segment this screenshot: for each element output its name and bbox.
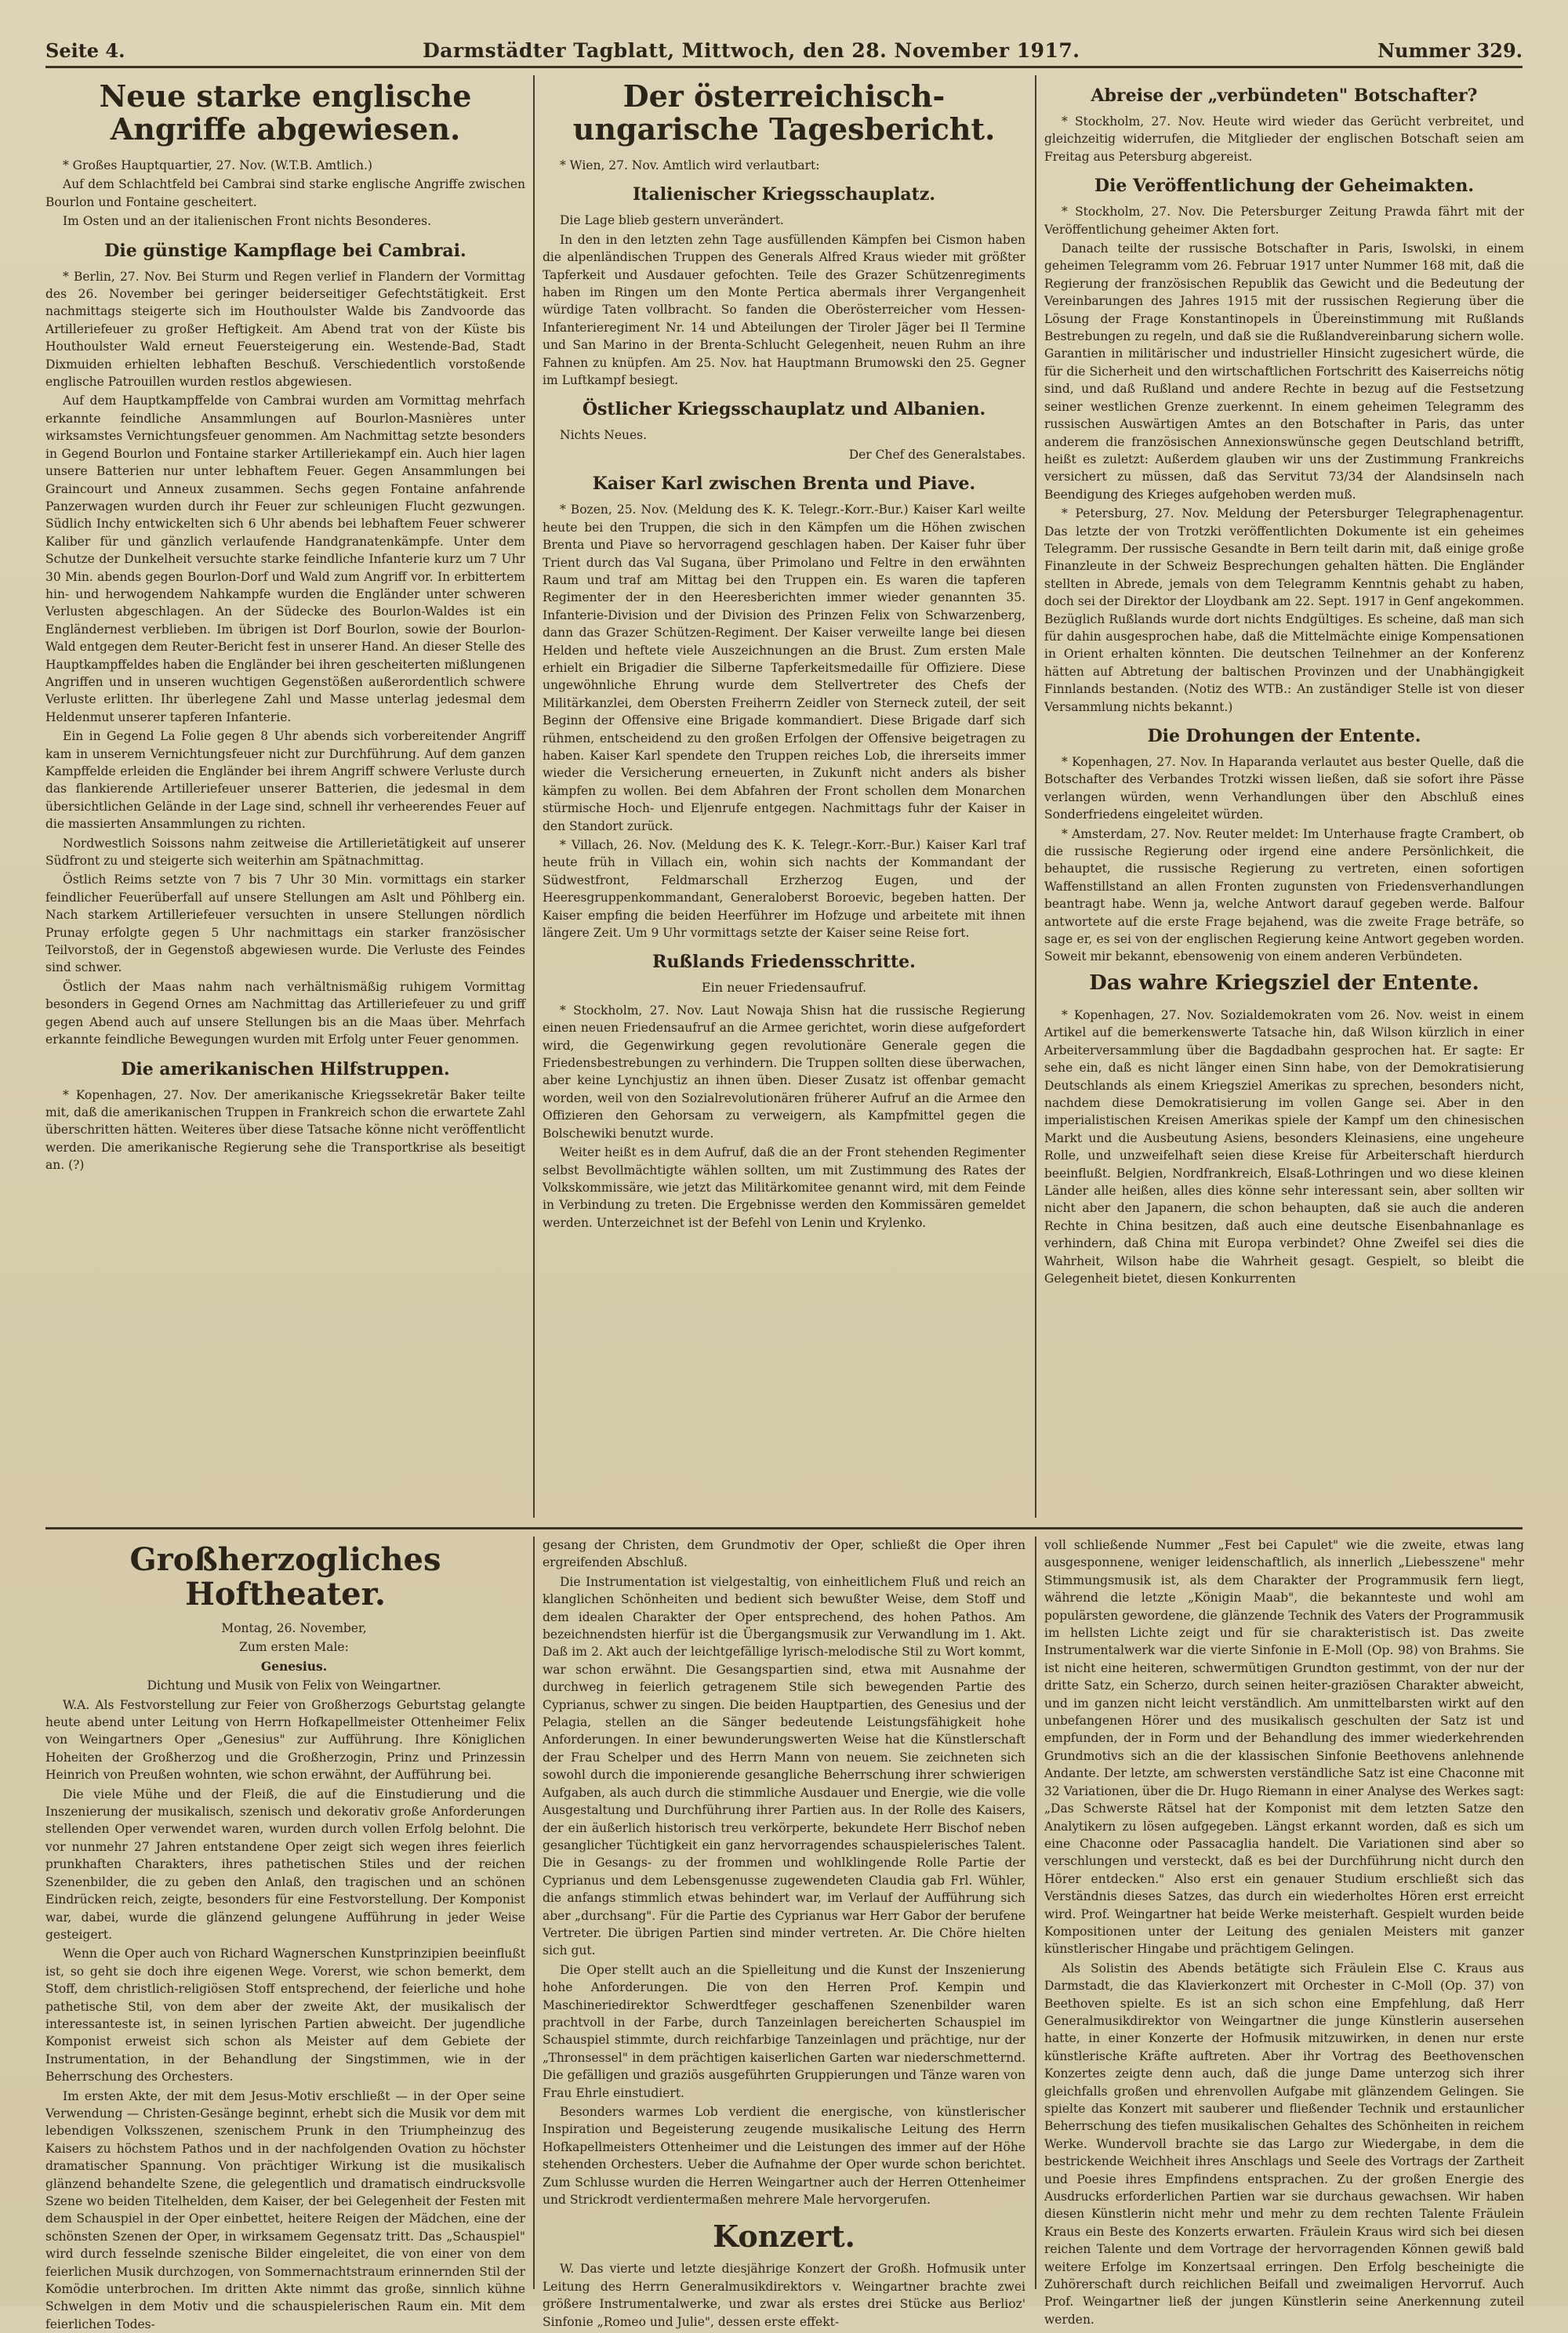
headline-concert: Konzert. [713,2219,855,2255]
paragraph: Weiter heißt es in dem Aufruf, daß die an der Front stehenden Regimenter selbst Bevollmächtigte wählen sollten, um mit Zustimmung des Rates der Volkskommissäre, wie jetzt das Militärkomitee genannt wird, mit dem Feinde in Verbindung zu treten. Die Ergebnisse werden den Kommissären gemeldet werden. Unterzeichnet ist der Befehl von Lenin und Krylenko. [543,1145,1025,1230]
opera-credit: Dichtung und Musik von Felix von Weingartner. [147,1678,441,1693]
paragraph: * Stockholm, 27. Nov. Heute wird wieder das Gerücht verbreitet, und gleichzeitig widerrufen, die Mitglieder der englischen Botschaft seien am Freitag aus Petersburg abgereist. [1044,114,1524,164]
subheading-peace-appeal: Ein neuer Friedensaufruf. [701,980,867,996]
paragraph: gesang der Christen, dem Grundmotiv der Oper, schließt die Oper ihren ergreifenden Abschluß. [543,1538,1025,1570]
dateline: * Wien, 27. Nov. Amtlich wird verlautbart: [560,158,820,172]
column-divider [1035,75,1036,1518]
paragraph: W.A. Als Festvorstellung zur Feier von Großherzogs Geburtstag gelangte heute abend unter Leitung von Herrn Hofkapellmeister Ottenheimer Felix von Weingartners Oper „Genesius" zur Aufführung. Ihre Königlichen Hoheiten der Großherzog und die Großherzogin, Prinz und Prinzessin Heinrich von Preußen wohnten, wie schon erwähnt, der Aufführung bei. [45,1697,525,1783]
paragraph: Im Osten und an der italienischen Front nichts Besonderes. [63,214,432,229]
column-austrian-report [543,75,1025,1518]
paragraph: * Kopenhagen, 27. Nov. Sozialdemokraten vom 26. Nov. weist in einem Artikel auf die bemerkenswerte Tatsache hin, daß Wilson kürzlich in einer Arbeiterversammlung über die Bagdadbahn gesprochen hat. Er sagte: Er sehe ein, daß es nicht länger einen Sinn habe, von der Demokratisierung Deutschlands als einem Kriegsziel Amerikas zu sprechen, besonders nicht, nachdem diese Demokratisierung im vollen Gange sei. Aber in den imperialistischen Kreisen Amerikas spiele der Kampf um den chinesischen Markt und die Ausbeutung Asiens, besonders Kleinasiens, eine ungeheure Rolle, und unzweifelhaft seien diese Kreise für Arbeiterschaft hierdurch beeinflußt. Belgien, Nordfrankreich, Elsaß-Lothringen und wo diese kleinen Länder alle heißen, alles dies könne sehr interessant sein, aber sollten wir nicht aber den Japanern, die schon behaupten, daß sie auch die anderen Rechte in China besitzen, daß auch eine deutsche Eisenbahnanlage es verhindern, daß China mit Europa verbindet? Ohne Zweifel sei dies die Wahrheit, Wilson habe die Wahrheit gesagt. Gespielt, so bleibt die Gelegenheit bietet, diesen Konkurrenten [1044,1007,1524,1286]
column-divider [1035,1537,1036,2289]
paragraph: Die viele Mühe und der Fleiß, die auf die Einstudierung und die Inszenierung der musikalisch, szenisch und dekorativ große Anforderungen stellenden Oper verwendet waren, wurden durch vollen Erfolg belohnt. Die vor nunmehr 27 Jahren entstandene Oper zeigt sich wegen ihres feierlich prunkhaften Charakters, ihres pathetischen Stiles und der reichen Szenenbilder, die zu geben den Anlaß, den tragischen und an schönen Eindrücken reich, zeigte, besonders für eine Festvorstellung. Der Komponist war, dabei, wurde die glänzend gelungene Aufführung in jeder Weise gesteigert. [45,1787,525,1942]
subheading-entente-threats: Die Drohungen der Entente. [1147,726,1421,746]
dateline: * Großes Hauptquartier, 27. Nov. (W.T.B. Amtlich.) [63,158,372,172]
subheading-secret-files: Die Veröffentlichung der Geheimakten. [1094,176,1475,197]
theater-date: Montag, 26. November, [221,1621,367,1635]
paragraph: Wenn die Oper auch von Richard Wagnerschen Kunstprinzipien beeinflußt ist, so geht sie doch ihre eigenen Wege. Vorerst, wie schon bemerkt, dem Stoff, dem christlich-religiösen Stoff entsprechend, der feierliche und hohe pathetische Stil, von dem aber der zweite Akt, der musikalisch der interessanteste ist, in seinen lyrischen Partien abweicht. Der jugendliche Komponist erweist sich schon als Meister auf dem Gebiete der Instrumentation, in der Behandlung der Singstimmen, wie in der Beherrschung des Orchesters. [45,1947,525,2084]
paragraph: Östlich Reims setzte von 7 bis 7 Uhr 30 Min. vormittags ein starker feindlicher Feuerüberfall auf unsere Stellungen am Aslt und Pöhlberg ein. Nach starkem Artilleriefeuer versuchten in unsere Stellungen nördlich Prunay erfolgte gegen 5 Uhr nachmittags ein starker französischer Teilvorstoß, der in Gegenstoß abgewiesen wurde. Die Verluste des Feindes sind schwer. [45,873,525,975]
section-divider [45,1527,1523,1529]
paragraph: Auf dem Schlachtfeld bei Cambrai sind starke englische Angriffe zwischen Bourlon und Fontaine gescheitert. [45,177,525,209]
theater-line: Zum ersten Male: [239,1640,349,1655]
column-divider [533,75,535,1518]
paragraph: In den in den letzten zehn Tage ausfüllenden Kämpfen bei Cismon haben die alpenländischen Truppen des Generals Alfred Kraus wieder mit größter Tapferkeit und Ausdauer gefochten. Teile des Grazer Schützenregiments haben im Ringen um den Monte Pertica abermals ihrer Vergangenheit würdige Taten vollbracht. So fanden die Oberösterreicher vom Hessen-Infanterieregiment Nr. 14 und Abteilungen der Tiroler Jäger bei Il Termine und San Marino in der Brenta-Schlucht Gelegenheit, neuen Ruhm an ihre Fahnen zu knüpfen. Am 25. Nov. hat Hauptmann Brumowski den 25. Gegner im Luftkampf besiegt. [543,232,1025,388]
opera-title: Genesius. [260,1658,328,1674]
paragraph: Die Instrumentation ist vielgestaltig, von einheitlichem Fluß und reich an klanglichen Schönheiten und bedient sich bewußter Weise, dem Stoff und dem idealen Charakter der Oper entsprechend, des hohen Pathos. Am bezeichnendsten hierfür ist die Übergangsmusik zur Verwandlung im 1. Akt. Daß im 2. Akt auch der leichtgefällige lyrisch-melodische Stil zu Wort kommt, war schon erwähnt. Die Gesangspartien sind, etwa mit Ausnahme der durchweg in feierlich getragenem Stile sich bewegenden Partie des Cyprianus, schwer zu singen. Die beiden Hauptpartien, des Genesius und der Pelagia, stellen an die Sänger bedeutende Leistungsfähigkeit hohe Anforderungen. In einer bewunderungswerten Weise hat die Künstlerschaft der Frau Schelper und des Herrn Mann von neuem. Sie zeichneten sich sowohl durch die imponierende gesangliche Beherrschung ihrer schwierigen Aufgaben, als auch durch die stimmliche Ausdauer und Energie, wie die volle Ausgestaltung und Durchführung ihrer Partien aus. In der Rolle des Kaisers, der ein äußerlich historisch treu verkörperte, bekundete Herr Bischof neben gesanglicher Tüchtigkeit ein ganz hervorragendes schauspielerisches Talent. Die in Gesangs- zu der frommen und wohlklingende Rolle Partie der Cyprianus und dem Lebensgenusse zugewendeten Claudia gab Frl. Wühler, die anfangs stimmlich etwas behindert war, im Verlauf der Aufführung sich aber „durchsang". Für die Partie des Cyprianus war Herr Gabor der berufene Vertreter. Die übrigen Partien sind minder vertreten. Ar. Die Chöre hielten sich gut. [543,1574,1025,1958]
paragraph: * Stockholm, 27. Nov. Laut Nowaja Shisn hat die russische Regierung einen neuen Friedensaufruf an die Armee gerichtet, worin diese aufgefordert wird, die Gegenwirkung gegen revolutionäre Generale gegen die Friedensbestrebungen zu verhindern. Die Truppen sollten diese überwachen, aber keine Lynchjustiz an ihnen üben. Dieser Zusatz ist offenbar gemacht worden, weil von den Sozialrevolutionären früherer Aufruf an die Armee den Offizieren den Gehorsam zu verweigern, als Kampfmittel gegen die Bolschewiki benutzt wurde. [543,1003,1025,1141]
paragraph: W. Das vierte und letzte diesjährige Konzert der Großh. Hofmusik unter Leitung des Herrn Generalmusikdirektors v. Weingartner brachte zwei größere Instrumentalwerke, und zwar als erstes drei Stücke aus Berlioz' Sinfonie „Romeo und Julie", dessen erste effekt- [543,2262,1025,2329]
column-divider [533,1537,535,2289]
paragraph: Die Lage blieb gestern unverändert. [560,213,784,228]
column-russia-documents [1044,75,1524,1518]
paragraph: * Bozen, 25. Nov. (Meldung des K. K. Telegr.-Korr.-Bur.) Kaiser Karl weilte heute bei den Truppen, die sich in den Kämpfen um die Höhen zwischen Brenta und Piave so hervorragend geschlagen haben. Der Kaiser fuhr über Trient durch das Val Sugana, über Primolano und Feltre in den erwähnten Raum und traf am Mittag bei den Truppen ein. Es waren die tapferen Regimenter der in den Heeresberichten immer wieder genannten 35. Infanterie-Division und der Division des Prinzen Felix von Schwarzenberg, dann das Grazer Schützen-Regiment. Der Kaiser verweilte lange bei diesen Helden und heftete viele Auszeichnungen an die Brust. Zum ersten Male erhielt ein Brigadier die Silberne Tapferkeitsmedaille für Offiziere. Diese ungewöhnliche Ehrung wurde dem Stellvertreter des Chefs der Militärkanzlei, dem Obersten Freiherrn Zeidler von Sterneck zuteil, der seit Beginn der Offensive eine Brigade kommandiert. Diese Brigade darf sich rühmen, entscheidend zu den großen Erfolgen der Offensive beigetragen zu haben. Kaiser Karl spendete den Truppen reiches Lob, die ihrerseits immer wieder die Versicherung erneuerten, in Zukunft nicht anders als bisher kämpfen zu wollen. Bei dem Abfahren der Front schollen dem Monarchen stürmische Hoch- und Eljenrufe entgegen. Nachmittags fuhr der Kaiser in den Standort zurück. [543,503,1025,833]
subheading-cambrai: Die günstige Kampflage bei Cambrai. [104,240,466,261]
issue-number: Nummer 329. [1377,38,1523,62]
paragraph: * Amsterdam, 27. Nov. Reuter meldet: Im Unterhause fragte Crambert, ob die russische Regierung oder irgend eine andere Persönlichkeit, die behauptet, die russische Regierung zu vertreten, einen sofortigen Waffenstillstand an allen Fronten zugunsten von Friedensverhandlungen beantragt habe. Wenn ja, welche Antwort darauf gegeben werde. Balfour antwortete auf die erste Frage bejahend, was die zweite Frage beträfe, so sage er, es sei von der englischen Regierung keine Antwort gegeben worden. Soweit mir bekannt, ebensowenig von einem anderen Verbündeten. [1044,826,1524,964]
column-concert-review [1044,1537,1524,2327]
column-war-report [45,75,525,1518]
paragraph: Nordwestlich Soissons nahm zeitweise die Artillerietätigkeit auf unserer Südfront zu und steigerte sich weiterhin am Spätnachmittag. [45,836,525,869]
paragraph: Östlich der Maas nahm nach verhältnismäßig ruhigem Vormittag besonders in Gegend Ornes am Nachmittag das Artilleriefeuer zu und griff gegen Abend auch auf unsere Stellungen bis an die Maas über. Mehrfach erkannte feindliche Bewegungen wurden mit Erfolg unter Feuer genommen. [45,979,525,1047]
signature: Der Chef des Generalstabes. [848,447,1025,462]
paragraph: Besonders warmes Lob verdient die energische, von künstlerischer Inspiration und Begeisterung zeugende musikalische Leitung des Herrn Hofkapellmeisters Ottenheimer und die Leistungen des immer auf der Höhe stehenden Orchesters. Ueber die Aufnahme der Oper wurde schon berichtet. Zum Schlusse wurden die Herren Weingartner auch der Herren Ottenheimer und Strickrodt verdientermaßen mehrere Male hervorgerufen. [543,2105,1025,2208]
subheading-eastern-front: Östlicher Kriegsschauplatz und Albanien. [582,399,986,420]
paragraph: * Kopenhagen, 27. Nov. Der amerikanische Kriegssekretär Baker teilte mit, daß die amerikanischen Truppen in Frankreich schon die erwartete Zahl überschritten hätten. Weiteres über diese Tatsache könne nicht veröffentlicht werden. Die amerikanische Regierung sehe die Transportkrise als beseitigt an. (?) [45,1087,525,1173]
headline-austrian-report: Der österreichisch-ungarische Tagesbericht. [572,78,996,147]
paragraph: * Villach, 26. Nov. (Meldung des K. K. Telegr.-Korr.-Bur.) Kaiser Karl traf heute früh in Villach ein, wohin sich nachts der Kommandant der Südwestfront, Feldmarschall Erzherzog Eugen, und der Heeresgruppenkommandant, Generaloberst Boroevic, begeben hatten. Der Kaiser empfing die beiden Heerführer im Hofzuge und arbeitete mit ihnen längere Zeit. Um 9 Uhr vormittags setzte der Kaiser seine Reise fort. [543,838,1025,941]
subheading-ambassadors: Abreise der „verbündeten" Botschafter? [1091,85,1478,106]
paragraph: Als Solistin des Abends betätigte sich Fräulein Else C. Kraus aus Darmstadt, die das Klavierkonzert mit Orchester in C-Moll (Op. 37) von Beethoven spielte. Es ist an sich schon eine Empfehlung, daß Herr Generalmusikdirektor von Weingartner die junge Künstlerin ausersehen hatte, in einer Konzerte der Hofmusik mitzuwirken, in denen nur erste künstlerische Kräfte auftreten. Aber ihr Vortrag des Beethovenschen Konzertes zeigte denn auch, daß die junge Dame unterzog sich ihrer gleichfalls großen und ehrenvollen Aufgabe mit glänzendem Gelingen. Sie spielte das Konzert mit sauberer und fließender Technik und erstaunlicher Beherrschung des tiefen musikalischen Gehaltes des Schönheiten in reichem Werke. Wundervoll brachte sie das Largo zur Wiedergabe, in dem die bestrickende Weichheit ihres Anschlags und Seele des Vortrags der Zartheit und Poesie ihres Empfindens entsprachen. Zu der großen Energie des Ausdrucks erforderlichen Partien war sie durchaus gewachsen. Wir haben diesen Künstlerin nicht mehr und mehr zu dem rechten Talente Fräulein Kraus ein Beste des Konzerts erwarten. Fräulein Kraus wird sich bei diesen reichen Talente und dem Vortrage der hervorragenden Können gewiß bald weitere Erfolge im Konzertsaal erringen. Den Erfolg bescheinigte die Zuhörerschaft durch reichlichen Beifall und zweimaligen Hervorruf. Auch Prof. Weingartner ließ der jungen Künstlerin seine Anerkennung zuteil werden. [1044,1961,1524,2327]
theater-title: Großherzogliches Hoftheater. [129,1541,441,1613]
paragraph: Im ersten Akte, der mit dem Jesus-Motiv erschließt — in der Oper seine Verwendung — Christen-Gesänge beginnt, erhebt sich die Musik vor dem mit lebendigen Volksszenen, szenischem Prunk in den Triumpheinzug des Kaisers zu höchstem Pathos und in der nachfolgenden Ovation zu höchster dramatischer Spannung. Von prächtiger Wirkung ist die musikalisch glänzend behandelte Szene, die gelegentlich und dramatisch eindrucksvolle Szene wo beiden Titelhelden, dem Kaiser, der bei Gelegenheit der Festen mit dem Schauspiel in der Oper einbettet, heitere Reigen der Mädchen, eine der schönsten Szenen der Oper, in wirksamem Gegensatz tritt. Das „Schauspiel" wird durch fesselnde szenische Bilder eingeleitet, die von einer von dem feierlichen Musik durchzogen, von Sommernachtstraum erinnernden Stil der Komödie unterbrochen. Im dritten Akte nimmt das große, sinnlich kühne Schwelgen in dem Motiv und die schauspielerischen Raum ein. Mit dem feierlichen Todes- [45,2088,525,2331]
column-theater-review-continued [543,1537,1025,2329]
column-theater-review [45,1537,525,2331]
paragraph: Die Oper stellt auch an die Spielleitung und die Kunst der Inszenierung hohe Anforderungen. Die von den Herren Prof. Kempin und Maschineriedirektor Schwerdtfeger geschaffenen Szenenbilder waren prachtvoll in der Farbe, durch Tanzeinlagen bereicherten Schauspiel im Schauspiel stimmte, durch reichfarbige Tanzeinlagen und prächtige, nur der „Thronsessel" in dem prächtigen kaiserlichen Garten war niederschmetternd. Die gefälligen und graziös ausgeführten Gruppierungen und Tänze waren von Frau Ehrle einstudiert. [543,1962,1025,2100]
page-header [45,34,1523,68]
paragraph: * Petersburg, 27. Nov. Meldung der Petersburger Telegraphenagentur. Das letzte der von Trotzki veröffentlichten Dokumente ist ein geheimes Telegramm. Der russische Gesandte in Bern teilt darin mit, daß einige große Finanzleute in der Schweiz Besprechungen gehalten hätten. Die Engländer stellten in Abrede, jemals von dem Telegramm Kenntnis gehabt zu haben, doch sei der Direktor der Lloydbank am 22. Sept. 1917 in Genf angekommen. Bezüglich Rußlands wurde dort nichts Endgültiges. Es scheine, daß man sich für dahin ausgesprochen habe, daß die Mittelmächte einige Kompensationen in Orient erhalten könnten. Die deutschen Teilnehmer an der Konferenz hätten auf Abtretung der baltischen Provinzen und der Unabhängigkeit Finnlands bestanden. (Notiz des WTB.: An zuständiger Stelle ist von dieser Versammlung nichts bekannt.) [1044,506,1524,714]
paragraph: Danach teilte der russische Botschafter in Paris, Iswolski, in einem geheimen Telegramm vom 26. Februar 1917 unter Nummer 168 mit, daß die Regierung der französischen Republik das Gewicht und die Bedeutung der Vereinbarungen des Jahres 1915 mit der russischen Regierung über die Lösung der Frage Konstantinopels in Übereinstimmung mit Rußlands Bestrebungen zu regeln, und daß sie die Rußlandvereinbarung sichern wolle. Garantien in militärischer und industrieller Hinsicht zugesichert würde, die für die Sicherheit und den wirtschaftlichen Fortschritt des Kaiserreichs nötig sind, und daß Rußland und andere Rechte in bezug auf die Festsetzung seiner westlichen Grenze zuerkennt. In einem geheimen Telegramm des russischen Auswärtigen Amtes an den Botschafter in Paris, das unter anderem die französischen Annexionswünsche gegen Deutschland betrifft, heißt es zuletzt: Außerdem glauben wir uns der Zustimmung Frankreichs versichert zu müssen, daß das Servitut 73/34 der Alandsinseln nach Beendigung des Krieges aufgehoben werden muß. [1044,241,1524,502]
paragraph: Nichts Neues. [560,428,648,443]
subheading-american-troops: Die amerikanischen Hilfstruppen. [121,1058,450,1079]
paragraph: Ein in Gegend La Folie gegen 8 Uhr abends sich vorbereitender Angriff kam in unserem Vernichtungsfeuer nicht zur Durchführung. Auf dem ganzen Kampffelde erleiden die Engländer bei ihrem Angriff schwere Verluste durch das flankierende Artilleriefeuer unserer Batterien, die jedesmal in dem übersichtlichen Gelände in der Lage sind, schnell ihr verheerendes Feuer auf die massierten Ansammlungen zu richten. [45,729,525,832]
headline-english-attacks: Neue starke englische Angriffe abgewiesen. [99,78,472,147]
paragraph: Auf dem Hauptkampffelde von Cambrai wurden am Vormittag mehrfach erkannte feindliche Ansammlungen auf Bourlon-Masnières unter wirksamstes Vernichtungsfeuer genommen. Am Nachmittag setzte besonders in Gegend Bourlon und Fontaine starker Artilleriekampf ein. Auch hier lagen unsere Batterien nur unter lebhaftem Feuer. Gegen Ansammlungen bei Graincourt und Anneux zusammen. Sechs gegen Fontaine anfahrende Panzerwagen wurden durch ihr Feuer zur schleunigen Flucht gezwungen. Südlich Inchy entwickelten sich 6 Uhr abends bei lebhaftem Feuer schwerer Kaliber für und gänzlich verlaufende Handgranatenkämpfe. Unter dem Schutze der Dunkelheit versuchte starke feindliche Infanterie kurz um 7 Uhr 30 Min. abends gegen Bourlon-Dorf und Wald zum Angriff vor. In erbittertem hin- und herwogendem Nahkampfe wurden die Engländer unter schweren Verlusten abgeschlagen. An der Südecke des Bourlon-Waldes ist ein Engländernest verblieben. Im übrigen ist Dorf Bourlon, sowie der Bourlon-Wald entgegen dem Reuter-Bericht fest in unserer Hand. An dieser Stelle des Hauptkampffeldes haben die Engländer bei ihren gescheiterten mißlungenen Angriffen und in unseren wuchtigen Gegenstößen außerordentlich schwere Verluste erlitten. Ihr überlegene Zahl und Masse unterlag jedesmal dem Heldenmut unserer tapferen Infanterie. [45,394,525,724]
subheading-kaiser-karl: Kaiser Karl zwischen Brenta und Piave. [592,473,976,495]
paragraph: voll schließende Nummer „Fest bei Capulet" wie die zweite, etwas lang ausgesponnene, weniger leidenschaftlich, als innerlich „Liebesszene" mehr Stimmungsmusik ist, als dem Charakter der Programmusik fern liegt, während die letzte „Königin Maab", die bekannteste und wohl am populärsten gewordene, die glänzende Technik des Vaters der Programmusik im hellsten Lichte zeigt und für sie charakteristisch ist. Das zweite Instrumentalwerk war die vierte Sinfonie in E-Moll (Op. 98) von Brahms. Sie ist nicht eine heiteren, schwermütigen Grundton gestimmt, von der nur der dritte Satz, ein Scherzo, durch seinen heiter-graziösen Charakter abweicht, und im ganzen nicht leicht verständlich. Am unmittelbarsten wirkt auf den unbefangenen Hörer und des musikalisch geschulten der Satz ist und empfunden, der in Form und der Behandlung des immer wiederkehrenden Grundmotivs sich an die der klassischen Sinfonie Beethovens anlehnende Andante. Der letzte, am schwersten verständliche Satz ist eine Chaconne mit 32 Variationen, über die Dr. Hugo Riemann in einer Analyse des Werkes sagt: „Das Schwerste Rätsel hat der Komponist mit dem letzten Satze den Analytikern zu lösen aufgegeben. Längst erkannt worden, daß es sich um eine Chaconne oder Passacaglia handelt. Die Variationen sind aber so verschlungen und versteckt, daß es bei der Durchführung nicht durch den Hörer entdecken." Also erst ein genauer Studium erschließt sich das Verständnis dieses Satzes, das durch ein wiederholtes Hören erst erreicht wird. Prof. Weingartner hat beide Werke meisterhaft. Gespielt wurden beide Kompositionen unter der Leitung des genialen Meisters mit ganzer künstlerischer Hingabe und prächtigem Gelingen. [1044,1538,1524,1957]
headline-entente-war-aim: Das wahre Kriegsziel der Entente. [1089,971,1479,995]
masthead-line: Darmstädter Tagblatt, Mittwoch, den 28. November 1917. [423,38,1080,62]
paragraph: * Kopenhagen, 27. Nov. In Haparanda verlautet aus bester Quelle, daß die Botschafter des Verbandes Trotzki wissen ließen, daß sie sofort ihre Pässe verlangen würden, wenn Verhandlungen über den Abschluß eines Sonderfriedens eingeleitet würden. [1044,755,1524,822]
page-number: Seite 4. [45,38,125,62]
paragraph: * Stockholm, 27. Nov. Die Petersburger Zeitung Prawda fährt mit der Veröffentlichung geheimer Akten fort. [1044,205,1524,237]
subheading-russia-peace: Rußlands Friedensschritte. [652,952,916,973]
paragraph: * Berlin, 27. Nov. Bei Sturm und Regen verlief in Flandern der Vormittag des 26. November bei geringer beiderseitiger Gefechtstätigkeit. Erst nachmittags steigerte sich im Houthoulster Walde bis Zandvoorde das Artilleriefeuer zu großer Heftigkeit. Am Abend trat von der Küste bis Houthoulster Wald erneut Feuersteigerung ein. Westende-Bad, Stadt Dixmuiden erhielten lebhaften Beschuß. Verschiedentlich vorstoßende englische Patrouillen wurden restlos abgewiesen. [45,269,525,390]
subheading-italian-front: Italienischer Kriegsschauplatz. [633,184,935,205]
